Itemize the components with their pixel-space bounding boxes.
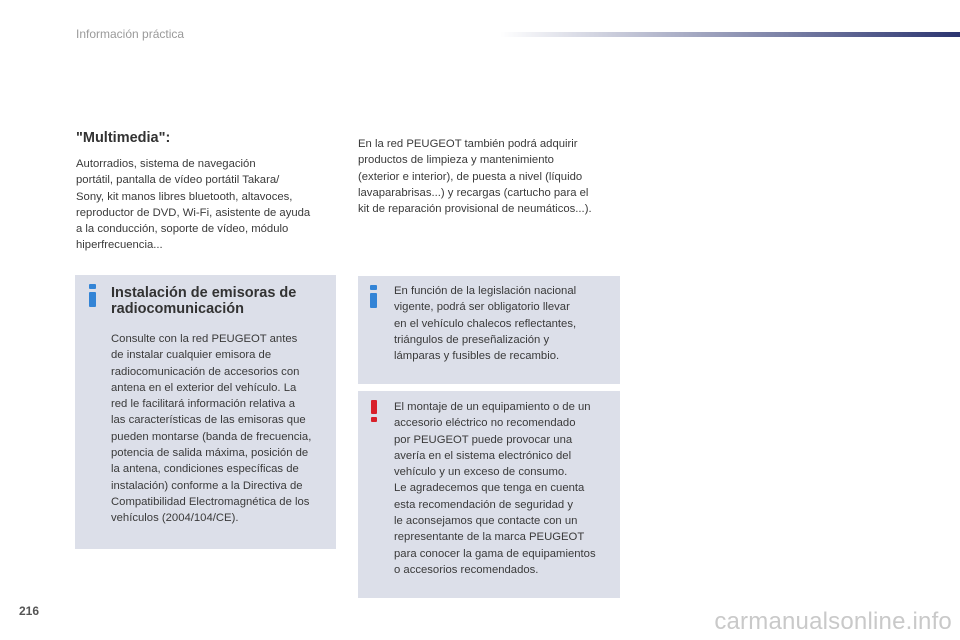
text-line: por PEUGEOT puede provocar una	[394, 433, 573, 446]
text-line: o accesorios recomendados.	[394, 563, 539, 576]
text-line: radiocomunicación de accesorios con	[111, 365, 300, 378]
text-line: (exterior e interior), de puesta a nivel (líquido	[358, 170, 583, 183]
text-line: hiperfrecuencia...	[76, 239, 163, 252]
text-line: En la red PEUGEOT también podrá adquirir	[358, 138, 578, 150]
text-line: representante de la marca PEUGEOT	[394, 531, 585, 544]
section-title: Información práctica	[76, 27, 185, 41]
text-line: vigente, podrá ser obligatorio llevar	[394, 301, 570, 314]
text-line: lámparas y fusibles de recambio.	[394, 350, 560, 363]
text-line: avería en el sistema electrónico del	[394, 449, 572, 462]
text-line: red le facilitará información relativa a	[111, 398, 295, 411]
text-line: portátil, pantalla de vídeo portátil Takara/	[76, 174, 280, 187]
text-line: de instalar cualquier emisora de	[111, 349, 272, 362]
text-line: le aconsejamos que contacte con un	[394, 515, 578, 528]
text-line: Compatibilidad Electromagnética de los	[111, 495, 310, 508]
heading-line: Instalación de emisoras de	[111, 285, 297, 301]
text-line: lavaparabrisas...) y recargas (cartucho para el	[358, 186, 589, 199]
radio-panel-text	[111, 331, 333, 527]
text-line: El montaje de un equipamiento o de un	[394, 401, 591, 413]
text-line: esta recomendación de seguridad y	[394, 498, 573, 511]
text-line: Sony, kit manos libres bluetooth, altavoces,	[76, 190, 293, 203]
text-line: las características de las emisoras que	[111, 414, 306, 427]
text-line: Le agradecemos que tenga en cuenta	[394, 482, 585, 495]
radio-panel-heading	[111, 285, 333, 317]
text-line: vehículo y un exceso de consumo.	[394, 466, 568, 479]
text-line: Autorradios, sistema de navegación	[76, 158, 256, 170]
text-line: En función de la legislación nacional	[394, 285, 577, 297]
warning-text	[394, 399, 618, 578]
accessory-warning-panel	[358, 391, 620, 598]
text-line: antena en el exterior del vehículo. La	[111, 381, 297, 394]
text-line: instalación) conforme a la Directiva de	[111, 479, 303, 492]
header-gradient-bar	[500, 32, 960, 37]
text-line: triángulos de preseñalización y	[394, 333, 550, 346]
text-line: para conocer la gama de equipamientos	[394, 547, 596, 560]
text-line: a la conducción, soporte de vídeo, módulo	[76, 223, 289, 236]
radio-installation-panel	[75, 275, 336, 549]
text-line: potencia de salida máxima, posición de	[111, 447, 309, 460]
text-line: productos de limpieza y mantenimiento	[358, 154, 554, 167]
legislation-panel	[358, 276, 620, 384]
text-line: la antena, condiciones específicas de	[111, 463, 299, 476]
text-line: pueden montarse (banda de frecuencia,	[111, 430, 312, 443]
legislation-text	[394, 283, 618, 364]
text-line: reproductor de DVD, Wi-Fi, asistente de ayuda	[76, 206, 311, 219]
warning-exclamation-icon	[370, 400, 378, 422]
info-icon	[89, 284, 96, 307]
info-icon	[370, 285, 377, 308]
multimedia-section	[76, 130, 338, 254]
text-line: accesorio eléctrico no recomendado	[394, 417, 576, 430]
watermark: carmanualsonline.info	[714, 608, 952, 635]
peugeot-network-text	[358, 136, 620, 217]
multimedia-heading: "Multimedia":	[76, 130, 171, 146]
heading-line: radiocomunicación	[111, 301, 244, 317]
text-line: Consulte con la red PEUGEOT antes	[111, 333, 298, 345]
text-line: vehículos (2004/104/CE).	[111, 512, 239, 525]
text-line: kit de reparación provisional de neumáticos...).	[358, 203, 592, 216]
text-line: en el vehículo chalecos reflectantes,	[394, 317, 577, 330]
page-number: 216	[19, 604, 40, 618]
multimedia-text	[76, 156, 338, 254]
